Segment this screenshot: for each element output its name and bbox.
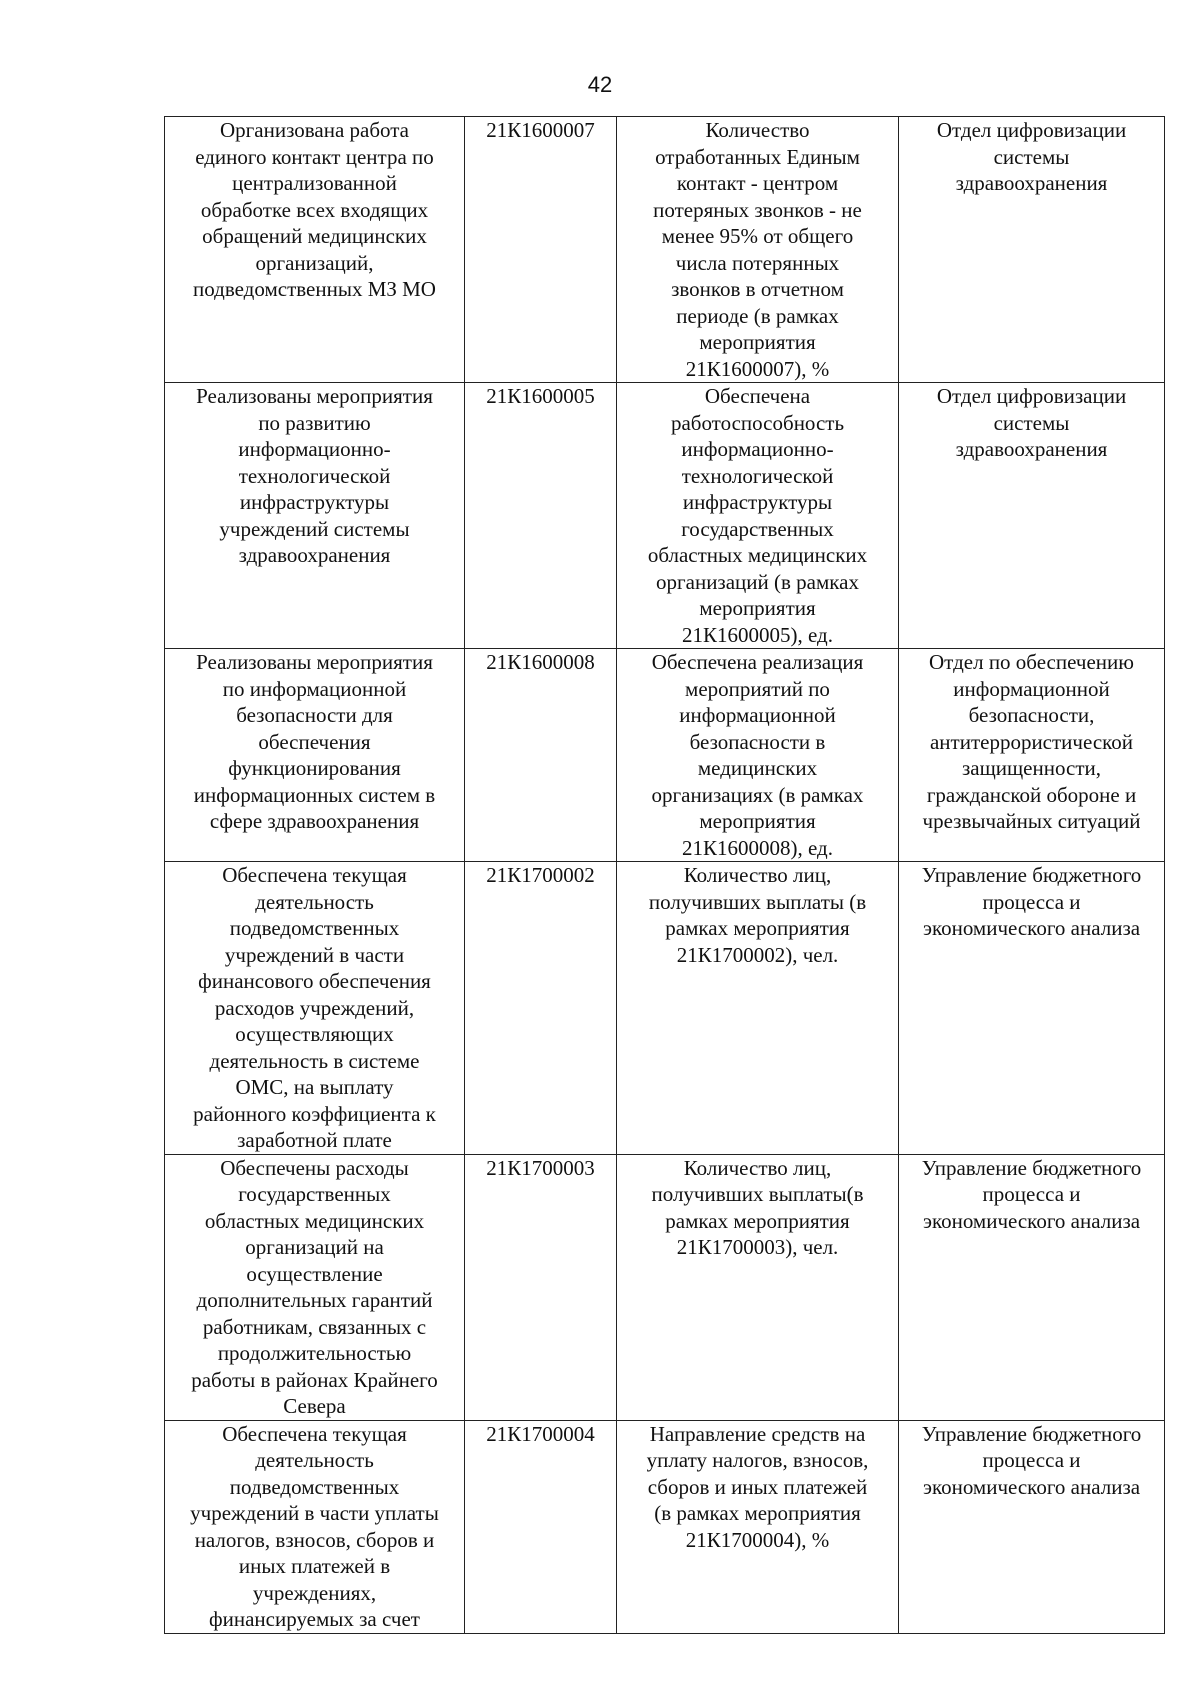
responsible-cell: Отдел цифровизации системы здравоохранения [899,117,1165,383]
code-cell: 21К1700002 [465,862,617,1155]
result-cell: Обеспечена текущая деятельность подведомственных учреждений в части уплаты налогов, взносов, сборов и иных платежей в учреждениях, финансируемых за счет [165,1420,465,1633]
code-cell: 21К1700004 [465,1420,617,1633]
indicator-cell: Количество лиц, получивших выплаты (в рамках мероприятия 21К1700002), чел. [617,862,899,1155]
code-cell: 21К1700003 [465,1154,617,1420]
responsible-cell: Отдел по обеспечению информационной безопасности, антитеррористической защищенности, гражданской обороне и чрезвычайных ситуаций [899,649,1165,862]
result-cell: Обеспечены расходы государственных областных медицинских организаций на осуществление дополнительных гарантий работникам, связанных с продолжительностью работы в районах Крайнего Севера [165,1154,465,1420]
table-row [165,1154,1165,1420]
indicator-cell: Обеспечена работоспособность информационно- технологической инфраструктуры государственных областных медицинских организаций (в рамках мероприятия 21К1600005), ед. [617,383,899,649]
indicator-cell: Количество лиц, получивших выплаты(в рамках мероприятия 21К1700003), чел. [617,1154,899,1420]
responsible-cell: Управление бюджетного процесса и экономического анализа [899,1420,1165,1633]
result-cell: Реализованы мероприятия по информационной безопасности для обеспечения функционирования информационных систем в сфере здравоохранения [165,649,465,862]
code-cell: 21К1600007 [465,117,617,383]
responsible-cell: Управление бюджетного процесса и экономического анализа [899,1154,1165,1420]
indicator-cell: Обеспечена реализация мероприятий по информационной безопасности в медицинских организациях (в рамках мероприятия 21К1600008), ед. [617,649,899,862]
responsible-cell: Отдел цифровизации системы здравоохранения [899,383,1165,649]
table-row [165,1420,1165,1633]
result-cell: Реализованы мероприятия по развитию информационно- технологической инфраструктуры учреждений системы здравоохранения [165,383,465,649]
page-number: 42 [587,72,613,97]
table-row [165,862,1165,1155]
responsible-cell: Управление бюджетного процесса и экономического анализа [899,862,1165,1155]
activities-table [164,116,1165,1634]
indicator-cell: Количество отработанных Единым контакт - центром потеряных звонков - не менее 95% от общего числа потерянных звонков в отчетном периоде (в рамках мероприятия 21К1600007), % [617,117,899,383]
table-row [165,117,1165,383]
code-cell: 21К1600005 [465,383,617,649]
table-row [165,383,1165,649]
result-cell: Организована работа единого контакт центра по централизованной обработке всех входящих обращений медицинских организаций, подведомственных МЗ МО [165,117,465,383]
code-cell: 21К1600008 [465,649,617,862]
indicator-cell: Направление средств на уплату налогов, взносов, сборов и иных платежей (в рамках мероприятия 21К1700004), % [617,1420,899,1633]
table-row [165,649,1165,862]
result-cell: Обеспечена текущая деятельность подведомственных учреждений в части финансового обеспечения расходов учреждений, осуществляющих деятельность в системе ОМС, на выплату районного коэффициента к заработной плате [165,862,465,1155]
